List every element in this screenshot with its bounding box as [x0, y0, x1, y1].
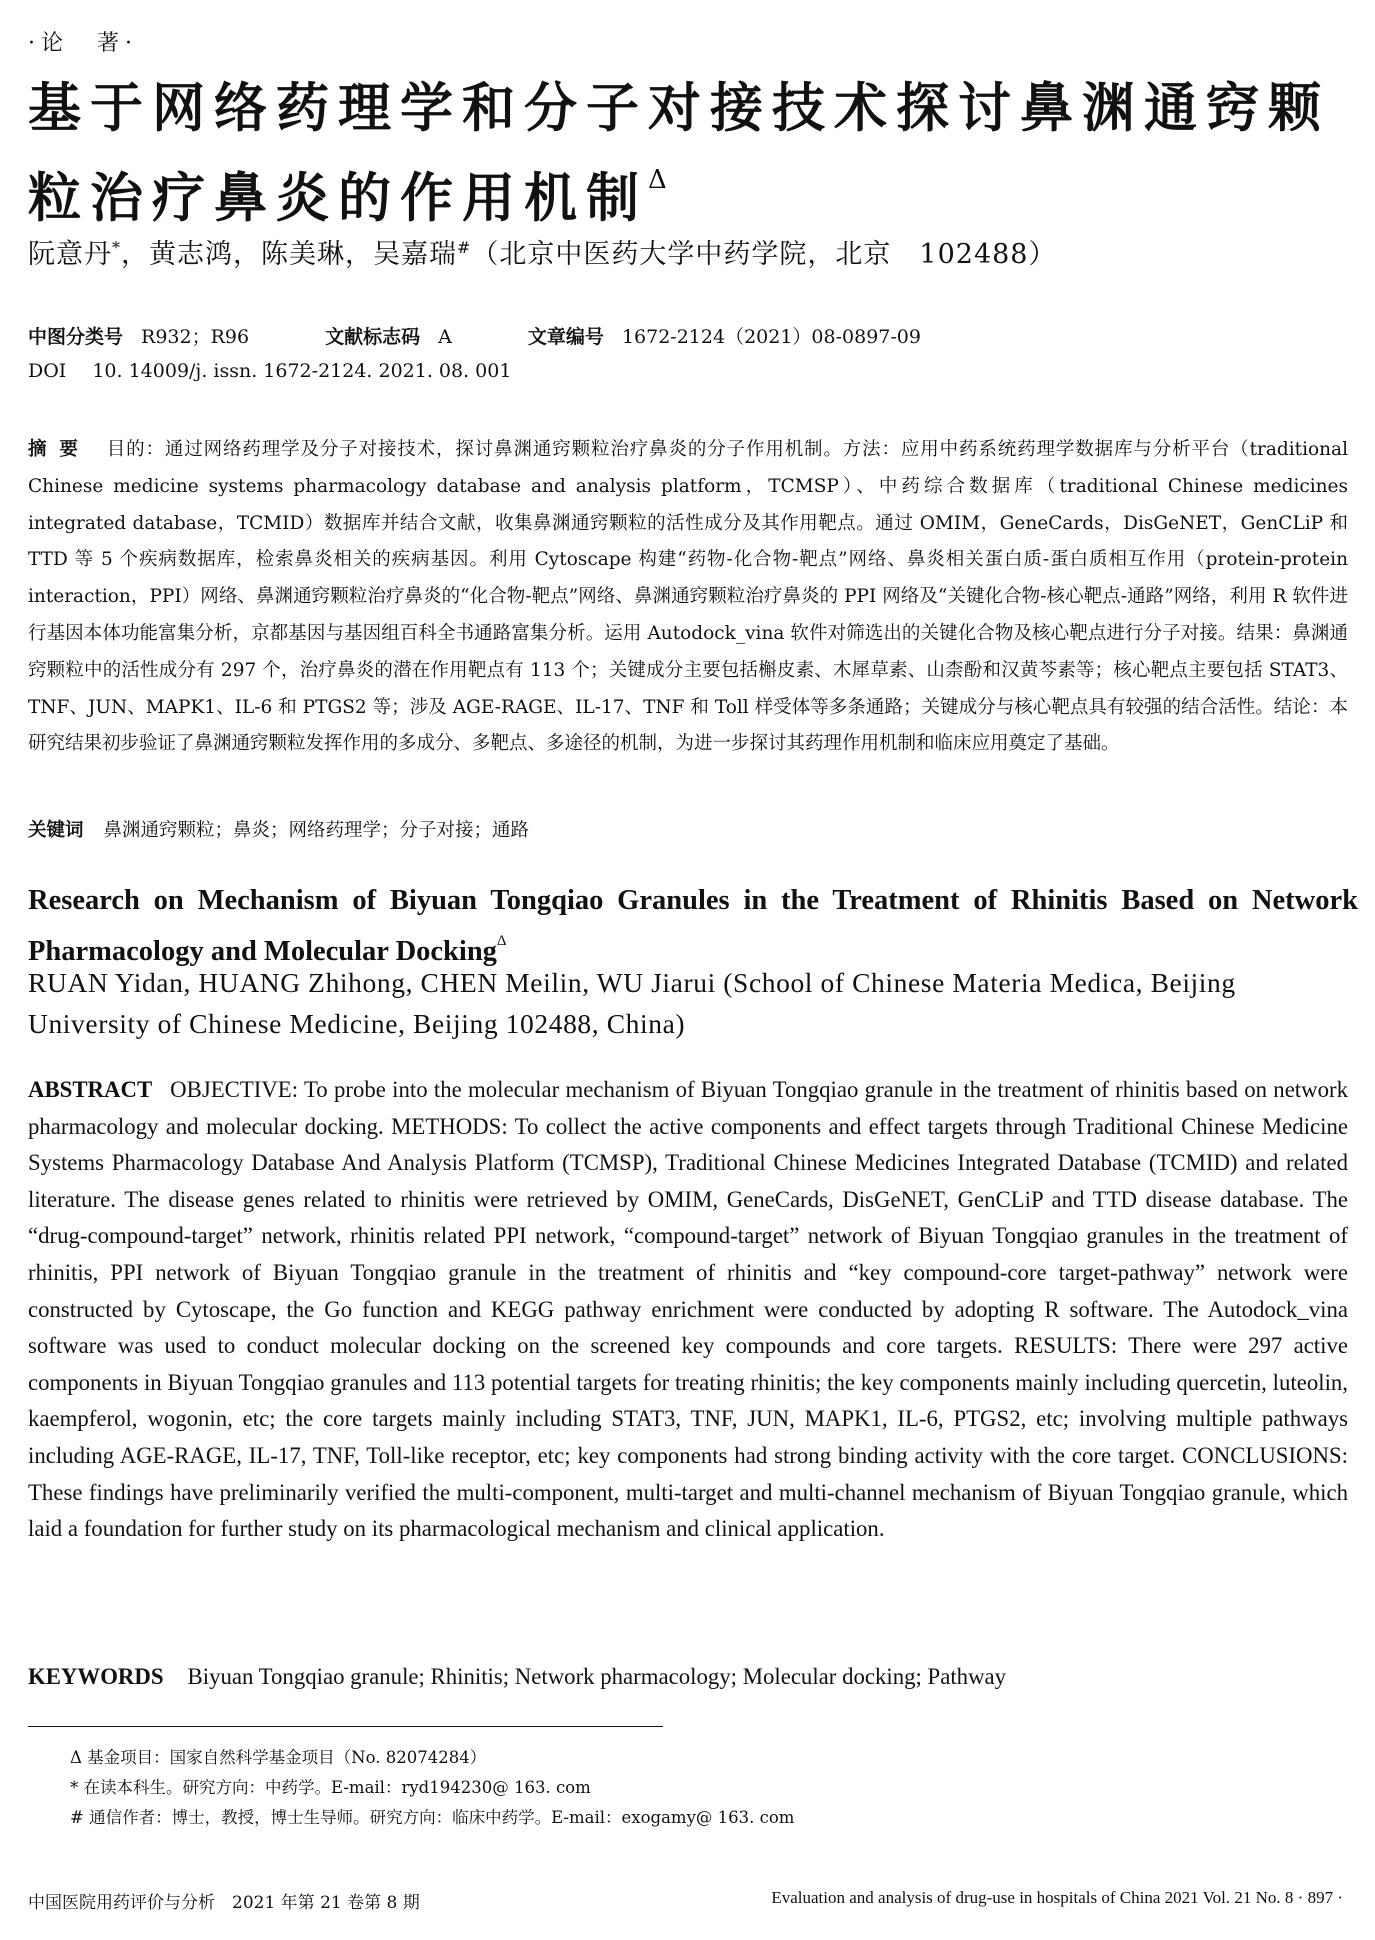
- chinese-abstract-label: 摘要: [28, 439, 91, 460]
- chinese-abstract: [28, 432, 1348, 763]
- english-title-text: Research on Mechanism of Biyuan Tongqiao Granules in the Treatment of Rhinitis Based on Network Pharmacology and Molecular Docking: [28, 885, 1358, 967]
- author-mark-1: *: [112, 238, 121, 257]
- footnote-first-author: * 在读本科生。研究方向：中药学。E-mail：ryd194230@ 163. com: [70, 1778, 591, 1797]
- article-number-label: 文章编号: [527, 326, 604, 348]
- english-title-mark: Δ: [496, 933, 507, 949]
- chinese-keywords-label: 关键词: [28, 820, 84, 841]
- footer-journal-cn: 中国医院用药评价与分析 2021 年第 21 卷第 8 期: [28, 1893, 420, 1913]
- clc-value: R932；R96: [141, 326, 250, 348]
- article-number-value: 1672-2124（2021）08-0897-09: [621, 326, 921, 348]
- english-title: [28, 880, 1358, 972]
- footnote-divider: [28, 1726, 663, 1727]
- english-keywords-text: Biyuan Tongqiao granule; Rhinitis; Network pharmacology; Molecular docking; Pathway: [187, 1664, 1007, 1689]
- english-keywords: [28, 1664, 1006, 1690]
- author-mark-2: #: [457, 238, 472, 257]
- footnote-funding: Δ 基金项目：国家自然科学基金项目（No. 82074284）: [70, 1748, 487, 1767]
- chinese-keywords-text: 鼻渊通窍颗粒；鼻炎；网络药理学；分子对接；通路: [103, 820, 530, 841]
- english-authors: RUAN Yidan, HUANG Zhihong, CHEN Meilin, WU Jiarui (School of Chinese Materia Medica, Beijing University of Chinese Medicine, Beijing 102488, China): [28, 967, 1236, 1039]
- doc-code-value: A: [438, 326, 452, 348]
- authors-rest: ，黄志鸿，陈美琳，吴嘉瑞: [121, 239, 457, 270]
- english-keywords-label: KEYWORDS: [28, 1664, 164, 1689]
- column-tag: ·论 著·: [28, 31, 138, 56]
- footnote-corresponding-author: # 通信作者：博士，教授，博士生导师。研究方向：临床中药学。E-mail：exogamy@ 163. com: [70, 1808, 795, 1827]
- article-meta: [28, 322, 921, 349]
- chinese-title-mark: Δ: [648, 165, 667, 195]
- affiliation: （北京中医药大学中药学院，北京 102488）: [471, 239, 1057, 270]
- chinese-keywords: [28, 816, 529, 842]
- chinese-title-text: 基于网络药理学和分子对接技术探讨鼻渊通窍颗粒治疗鼻炎的作用机制: [28, 77, 1330, 229]
- doi-line: [28, 360, 511, 382]
- chinese-authors: [28, 232, 1056, 271]
- chinese-abstract-text: 目的：通过网络药理学及分子对接技术，探讨鼻渊通窍颗粒治疗鼻炎的分子作用机制。方法：应用中药系统药理学数据库与分析平台（traditional Chinese medicine systems pharmacology database and analysis platform，TCMSP）、中药综合数据库（traditional Chinese medicines integrated database，TCMID）数据库并结合文献，收集鼻渊通窍颗粒的活性成分及其作用靶点。通过 OMIM，GeneCards，DisGeNET，GenCLiP 和 TTD 等 5 个疾病数据库，检索鼻炎相关的疾病基因。利用 Cytoscape 构建“药物-化合物-靶点”网络、鼻炎相关蛋白质-蛋白质相互作用（protein-protein interaction，PPI）网络、鼻渊通窍颗粒治疗鼻炎的“化合物-靶点”网络、鼻渊通窍颗粒治疗鼻炎的 PPI 网络及“关键化合物-核心靶点-通路”网络，利用 R 软件进行基因本体功能富集分析，京都基因与基因组百科全书通路富集分析。运用 Autodock_vina 软件对筛选出的关键化合物及核心靶点进行分子对接。结果：鼻渊通窍颗粒中的活性成分有 297 个，治疗鼻炎的潜在作用靶点有 113 个；关键成分主要包括槲皮素、木犀草素、山柰酚和汉黄芩素等；核心靶点主要包括 STAT3、TNF、JUN、MAPK1、IL-6 和 PTGS2 等；涉及 AGE-RAGE、IL-17、TNF 和 Toll 样受体等多条通路；关键成分与核心靶点具有较强的结合活性。结论：本研究结果初步验证了鼻渊通窍颗粒发挥作用的多成分、多靶点、多途径的机制，为进一步探讨其药理作用机制和临床应用奠定了基础。: [28, 439, 1348, 755]
- doi-value: 10. 14009/j. issn. 1672-2124. 2021. 08. 001: [92, 360, 512, 382]
- chinese-title: [28, 72, 1358, 234]
- english-abstract: [28, 1072, 1348, 1548]
- footer-journal-en: Evaluation and analysis of drug-use in hospitals of China 2021 Vol. 21 No. 8 · 897 ·: [771, 1888, 1343, 1907]
- clc-label: 中图分类号: [28, 326, 124, 348]
- author-1: 阮意丹: [28, 239, 112, 270]
- doi-label: DOI: [28, 360, 67, 382]
- english-abstract-text: OBJECTIVE: To probe into the molecular mechanism of Biyuan Tongqiao granule in the treatment of rhinitis based on network pharmacology and molecular docking. METHODS: To collect the active components and effect targets through Traditional Chinese Medicine Systems Pharmacology Database And Analysis Platform (TCMSP), Traditional Chinese Medicines Integrated Database (TCMID) and related literature. The disease genes related to rhinitis were retrieved by OMIM, GeneCards, DisGeNET, GenCLiP and TTD disease database. The “drug-compound-target” network, rhinitis related PPI network, “compound-target” network of Biyuan Tongqiao granules in the treatment of rhinitis, PPI network of Biyuan Tongqiao granule in the treatment of rhinitis and “key compound-core target-pathway” network were constructed by Cytoscape, the Go function and KEGG pathway enrichment were conducted by adopting R software. The Autodock_vina software was used to conduct molecular docking on the screened key compounds and core targets. RESULTS: There were 297 active components in Biyuan Tongqiao granules and 113 potential targets for treating rhinitis; the key components mainly including quercetin, luteolin, kaempferol, wogonin, etc; the core targets mainly including STAT3, TNF, JUN, MAPK1, IL-6, PTGS2, etc; involving multiple pathways including AGE-RAGE, IL-17, TNF, Toll-like receptor, etc; key components had strong binding activity with the core target. CONCLUSIONS: These findings have preliminarily verified the multi-component, multi-target and multi-channel mechanism of Biyuan Tongqiao granule, which laid a foundation for further study on its pharmacological mechanism and clinical application.: [28, 1077, 1348, 1542]
- doc-code-label: 文献标志码: [325, 326, 421, 348]
- english-abstract-label: ABSTRACT: [28, 1077, 153, 1102]
